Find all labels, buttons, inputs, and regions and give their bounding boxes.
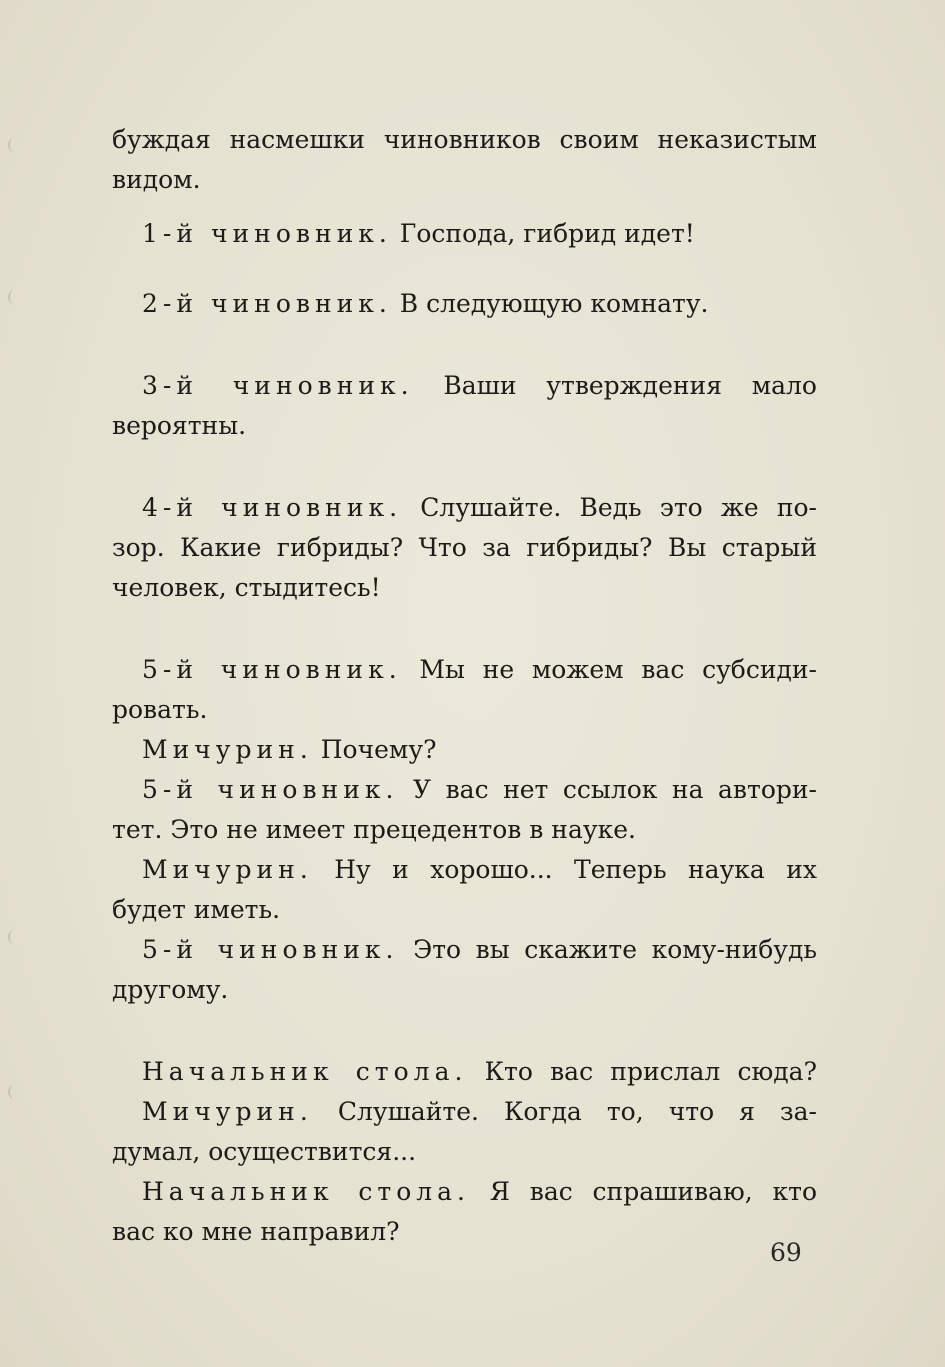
speech-text: Кто вас прислал сюда? [484, 1057, 817, 1086]
text-line: вас ко мне направил? [112, 1217, 400, 1246]
text-line: другому. [112, 975, 229, 1004]
dialogue-line [112, 930, 817, 970]
dialogue-line [112, 284, 817, 324]
margin-mark [8, 1085, 20, 1099]
dialogue-line [112, 850, 817, 890]
speaker-name: Мичурин. [142, 735, 313, 764]
dialogue-line [112, 488, 817, 528]
speaker-name: Мичурин. [142, 855, 313, 884]
speech-text: Мы не можем вас субсиди- [419, 655, 817, 684]
text-line: думал, осуществится... [112, 1137, 417, 1166]
text-line: тет. Это не имеет прецедентов в науке. [112, 815, 636, 844]
speaker-name: 3-й чиновник. [142, 371, 414, 400]
text-line: зор. Какие гибриды? Что за гибриды? Вы старый [112, 533, 817, 562]
speech-text: В следующую комнату. [399, 289, 709, 318]
text-line: ровать. [112, 695, 208, 724]
speech-text: Это вы скажите кому-нибудь [413, 935, 817, 964]
speech-text: Ваши утверждения мало [443, 371, 817, 400]
text-line: буждая насмешки чиновников своим неказистым [112, 125, 817, 154]
speech-text: Слушайте. Когда то, что я за- [337, 1097, 817, 1126]
margin-mark [8, 930, 20, 944]
speech-text: У вас нет ссылок на автори- [412, 775, 817, 804]
dialogue-line [112, 366, 817, 406]
speaker-name: 2-й чиновник. [142, 289, 392, 318]
speech-text: Ну и хорошо... Теперь наука их [334, 855, 817, 884]
dialogue-line [112, 650, 817, 690]
margin-mark [8, 138, 20, 152]
page-text [112, 120, 817, 1252]
dialogue-line [112, 1172, 817, 1212]
speech-text: Слушайте. Ведь это же по- [420, 493, 817, 522]
speaker-name: 4-й чиновник. [142, 493, 403, 522]
speech-text: Я вас спрашиваю, кто [489, 1177, 817, 1206]
speaker-name: 5-й чиновник. [142, 775, 399, 804]
speaker-name: Мичурин. [142, 1097, 313, 1126]
page-number: 69 [770, 1238, 802, 1267]
speaker-name: 5-й чиновник. [142, 935, 399, 964]
speech-text: Почему? [320, 735, 437, 764]
margin-mark [8, 290, 20, 304]
text-line: человек, стыдитесь! [112, 573, 381, 602]
text-line: вероятны. [112, 411, 247, 440]
dialogue-line [112, 214, 817, 254]
dialogue-line [112, 730, 817, 770]
dialogue-line [112, 1092, 817, 1132]
speaker-name: 5-й чиновник. [142, 655, 402, 684]
speech-text: Господа, гибрид идет! [399, 219, 695, 248]
speaker-name: 1-й чиновник. [142, 219, 392, 248]
dialogue-line [112, 1052, 817, 1092]
text-line: будет иметь. [112, 895, 281, 924]
text-line: видом. [112, 165, 201, 194]
dialogue-line [112, 770, 817, 810]
speaker-name: Начальник стола. [142, 1057, 468, 1086]
speaker-name: Начальник стола. [142, 1177, 470, 1206]
